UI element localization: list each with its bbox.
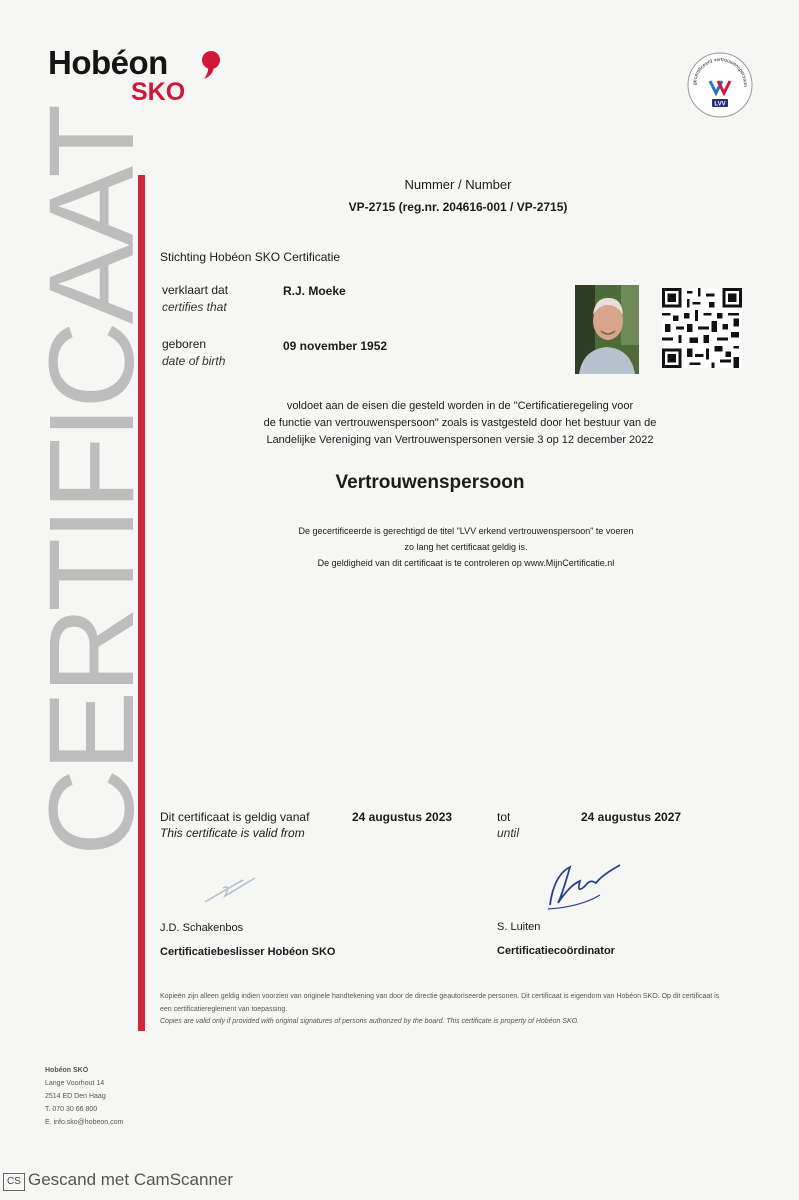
body-line: voldoet aan de eisen die gesteld worden in de "Certificatieregeling voor [286,400,634,412]
signature-schakenbos-icon [195,860,275,915]
footer-org: Hobéon SKO [45,1067,89,1074]
requirements-text [230,398,690,449]
valid-from-date: 24 augustus 2023 [352,810,453,824]
footer-street: Lange Voorhout 14 [45,1080,105,1087]
camscanner-watermark [3,1170,233,1191]
camscanner-badge: CS [3,1173,25,1191]
body-line: Landelijke Vereniging van Vertrouwenspersonen versie 3 op 12 december 2022 [266,434,654,446]
camscanner-text: Gescand met CamScanner [28,1170,234,1189]
born-label-en: date of birth [162,354,226,368]
vertical-title: CERTIFICAAT [23,106,159,856]
signatory-1-name: J.D. Schakenbos [160,922,244,934]
logo-comma-icon [200,50,222,80]
footer-email: E. info.sko@hobeon.com [45,1119,124,1126]
holder-name: R.J. Moeke [283,284,346,298]
certificate-note [210,523,722,571]
valid-from-label-en: This certificate is valid from [160,826,305,840]
sko-logo-text: SKO [131,78,186,106]
signatory-2-role: Certificatiecoördinator [497,945,615,957]
certifies-label: verklaart dat [162,283,229,297]
note-line: De gecertificeerde is gerechtigd de titel "LVV erkend vertrouwenspersoon" te voeren [298,526,634,536]
valid-from-label: Dit certificaat is geldig vanaf [160,810,310,824]
holder-photo [575,285,639,374]
footer-phone: T. 070 30 66 800 [45,1106,98,1113]
number-label: Nummer / Number [404,177,512,192]
seal-ring-text: gecertificeerd vertrouwenspersoon [691,56,749,87]
fine-print-en: Copies are valid only if provided with original signatures of persons authorized by the board. This certificate is property of Hobéon SKO. [160,1018,580,1025]
footer-city: 2514 ED Den Haag [45,1093,106,1100]
footer-address [45,1064,123,1129]
valid-until-label: tot [497,810,511,824]
lvv-seal-icon [686,51,754,119]
signature-luiten-icon [540,855,630,917]
born-label: geboren [162,337,207,351]
valid-until-label-en: until [497,826,520,840]
certifies-label-en: certifies that [162,300,227,314]
date-of-birth: 09 november 1952 [283,339,388,353]
seal-label: LVV [714,101,726,108]
qr-code-icon [662,288,742,368]
signatory-2-name: S. Luiten [497,921,541,933]
note-line: De geldigheid van dit certificaat is te controleren op www.MijnCertificatie.nl [317,558,615,568]
fine-print-nl: Kopieën zijn alleen geldig indien voorzien van originele handtekening van door de directie geautoriseerde personen. Dit certificaat is eigendom van Hobéon SKO. Op dit certificaat is een certificatiereglement van toepassing. [160,993,720,1013]
valid-until-date: 24 augustus 2027 [581,810,682,824]
body-line: de functie van vertrouwenspersoon" zoals is vastgesteld door het bestuur van de [263,417,657,429]
signatory-1-role: Certificatiebeslisser Hobéon SKO [160,946,336,958]
number-value: VP-2715 (reg.nr. 204616-001 / VP-2715) [348,200,568,214]
hobeon-logo: Hobéon [48,44,168,81]
certificate-title: Vertrouwenspersoon [335,472,525,493]
issuer-name: Stichting Hobéon SKO Certificatie [160,250,341,264]
note-line: zo lang het certificaat geldig is. [404,542,528,552]
